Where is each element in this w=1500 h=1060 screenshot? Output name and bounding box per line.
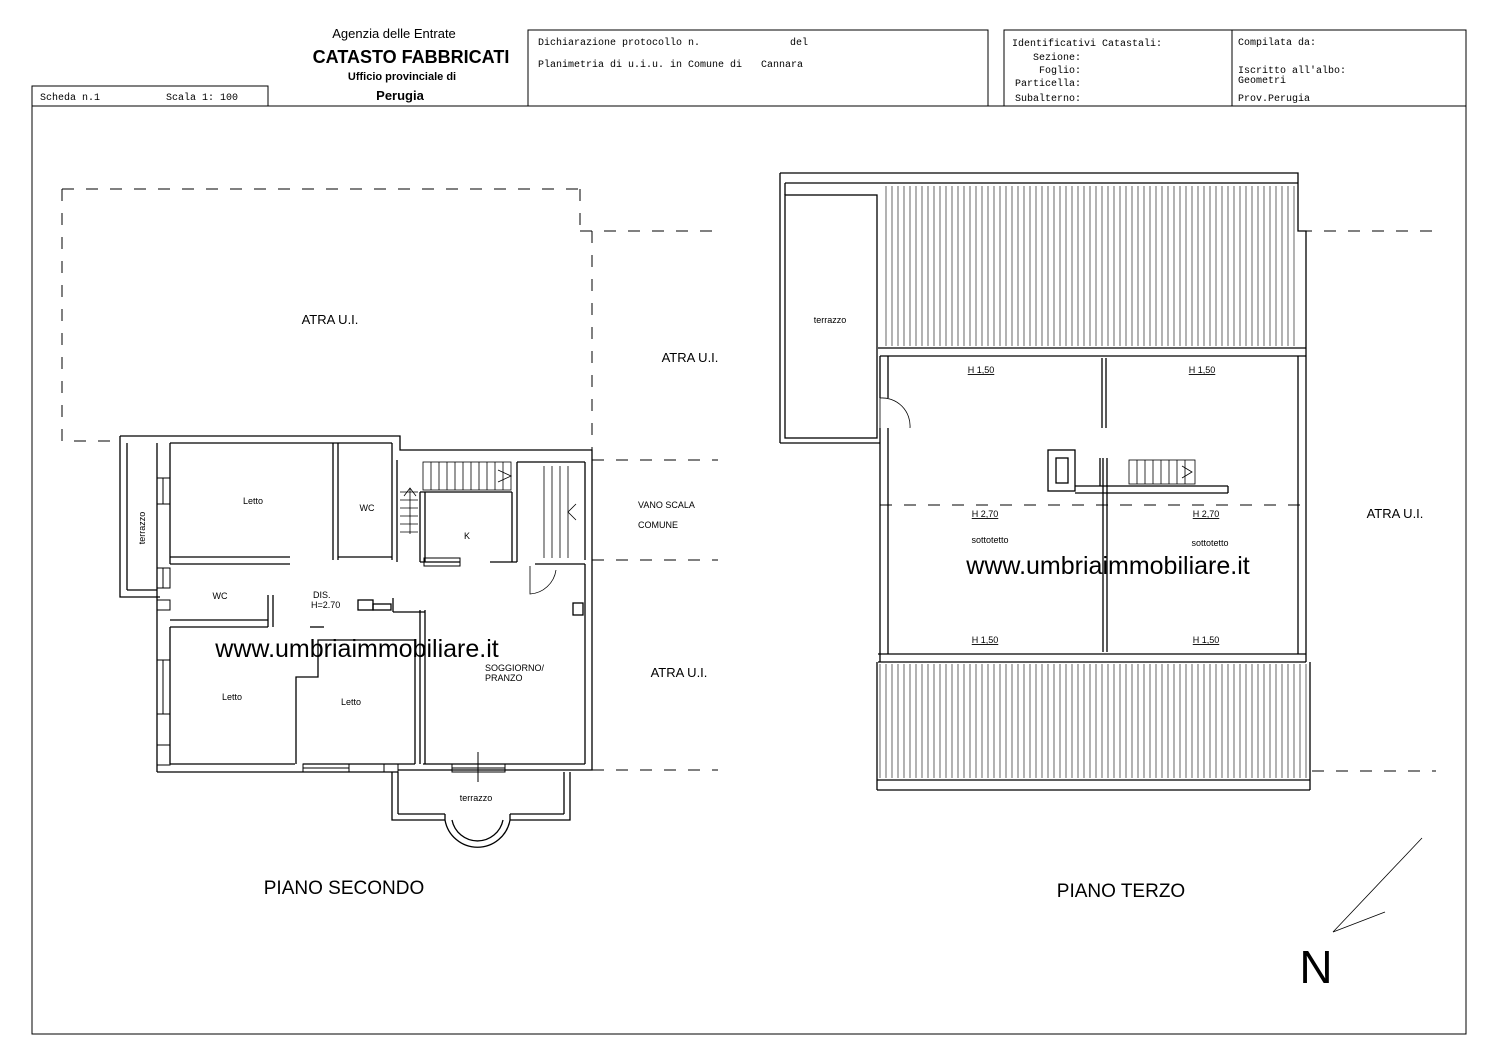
second-floor-other-unit-top: ATRA U.I. — [301, 312, 359, 327]
height-top-left: H 1,50 — [967, 365, 995, 375]
office-label: Ufficio provinciale di — [347, 71, 457, 83]
identificativi-label: Identificativi Catastali: — [1012, 39, 1163, 50]
dis-height-label: H=2.70 — [311, 600, 341, 610]
protocol-date-label: del — [790, 38, 809, 49]
height-bottom-right: H 1,50 — [1192, 635, 1220, 645]
height-mid-right: H 2,70 — [1192, 509, 1220, 519]
particella-label: Particella: — [1014, 79, 1081, 90]
catasto-title: CATASTO FABBRICATI — [312, 47, 510, 67]
roof-hatching-bottom — [880, 664, 1306, 778]
pranzo-label: PRANZO — [485, 673, 523, 683]
sezione-label: Sezione: — [1032, 53, 1081, 64]
province-name: Perugia — [376, 88, 424, 103]
second-floor-plan — [62, 189, 718, 847]
foglio-label: Foglio: — [1038, 66, 1081, 77]
terrazzo-left-label: terrazzo — [137, 511, 147, 545]
planimetria-label: Planimetria di u.i.u. in Comune di — [538, 60, 743, 71]
sottotetto-left-label: sottotetto — [971, 535, 1009, 545]
sottotetto-right-label: sottotetto — [1191, 538, 1229, 548]
third-floor-title: PIANO TERZO — [1056, 881, 1186, 902]
vano-scala-comune-label: COMUNE — [638, 520, 678, 530]
sheet-frame — [32, 106, 1466, 1034]
third-floor-terrazzo-label: terrazzo — [813, 315, 847, 325]
second-floor-other-unit-lower: ATRA U.I. — [650, 665, 708, 680]
third-floor-plan — [780, 173, 1436, 790]
second-floor-watermark: www.umbriaimmobiliare.it — [215, 635, 499, 663]
scale-label: Scala 1: 100 — [166, 93, 239, 104]
dis-label: DIS. — [313, 590, 331, 600]
second-floor-title: PIANO SECONDO — [263, 878, 425, 899]
letto-1-label: Letto — [242, 496, 264, 506]
north-label: N — [1299, 941, 1333, 993]
wc-2-label: WC — [212, 591, 228, 601]
agency-name: Agenzia delle Entrate — [332, 26, 456, 41]
height-mid-left: H 2,70 — [971, 509, 999, 519]
third-floor-watermark: www.umbriaimmobiliare.it — [966, 552, 1250, 580]
third-floor-other-unit: ATRA U.I. — [1366, 506, 1424, 521]
iscritto-label: Iscritto all'albo: — [1238, 66, 1347, 77]
north-arrow-icon — [1333, 838, 1422, 932]
wc-1-label: WC — [359, 503, 375, 513]
subalterno-label: Subalterno: — [1014, 94, 1081, 105]
letto-2-label: Letto — [221, 692, 243, 702]
soggiorno-label: SOGGIORNO/ — [485, 663, 545, 673]
vano-scala-label: VANO SCALA — [638, 500, 695, 510]
height-top-right: H 1,50 — [1188, 365, 1216, 375]
protocol-label: Dichiarazione protocollo n. — [538, 38, 701, 49]
kitchen-label: K — [463, 531, 471, 541]
second-floor-other-unit-right: ATRA U.I. — [661, 350, 719, 365]
province-short: Prov.Perugia — [1238, 94, 1311, 105]
scheda-number: Scheda n.1 — [40, 93, 101, 104]
letto-3-label: Letto — [340, 697, 362, 707]
comune-name: Cannara — [761, 60, 804, 71]
roof-hatching-top — [886, 186, 1294, 346]
albo-name: Geometri — [1238, 76, 1287, 87]
compilata-label: Compilata da: — [1238, 38, 1317, 49]
terrazzo-bottom-label: terrazzo — [459, 793, 493, 803]
height-bottom-left: H 1,50 — [971, 635, 999, 645]
